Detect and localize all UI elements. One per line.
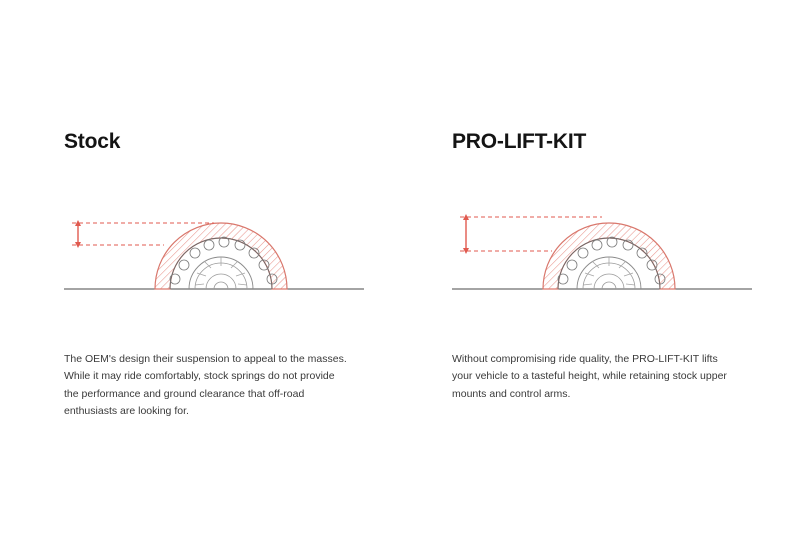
panel-title-pro-lift-kit: PRO-LIFT-KIT (452, 130, 587, 153)
hub-center (602, 282, 616, 289)
panel-pro-lift-kit (452, 130, 752, 403)
fender-gap-dimension-arrow (463, 214, 469, 254)
rim-inner (195, 263, 247, 289)
panel-body-stock: The OEM's design their suspension to appeal to the masses. While it may ride comfortably, stock springs do not provide the performance and ground clearance that off-road enthusiasts are looking for. (64, 353, 347, 418)
panel-stock (64, 130, 364, 420)
hub-center (214, 282, 228, 289)
figure-stock (64, 187, 364, 337)
hub-circle (206, 274, 236, 289)
proliftkit-wheel-diagram (452, 187, 752, 307)
rim-inner (583, 263, 635, 289)
hub-circle (594, 274, 624, 289)
panel-title-stock: Stock (64, 130, 121, 153)
figure-pro-lift-kit (452, 187, 752, 337)
panel-body-pro-lift-kit: Without compromising ride quality, the PRO-LIFT-KIT lifts your vehicle to a tasteful height, while retaining stock upper mounts and control arms. (452, 353, 727, 400)
wheel-spokes (195, 257, 247, 285)
stock-wheel-diagram (64, 187, 364, 307)
wheel-spokes (583, 257, 635, 285)
fender-gap-dimension-arrow (75, 220, 81, 248)
